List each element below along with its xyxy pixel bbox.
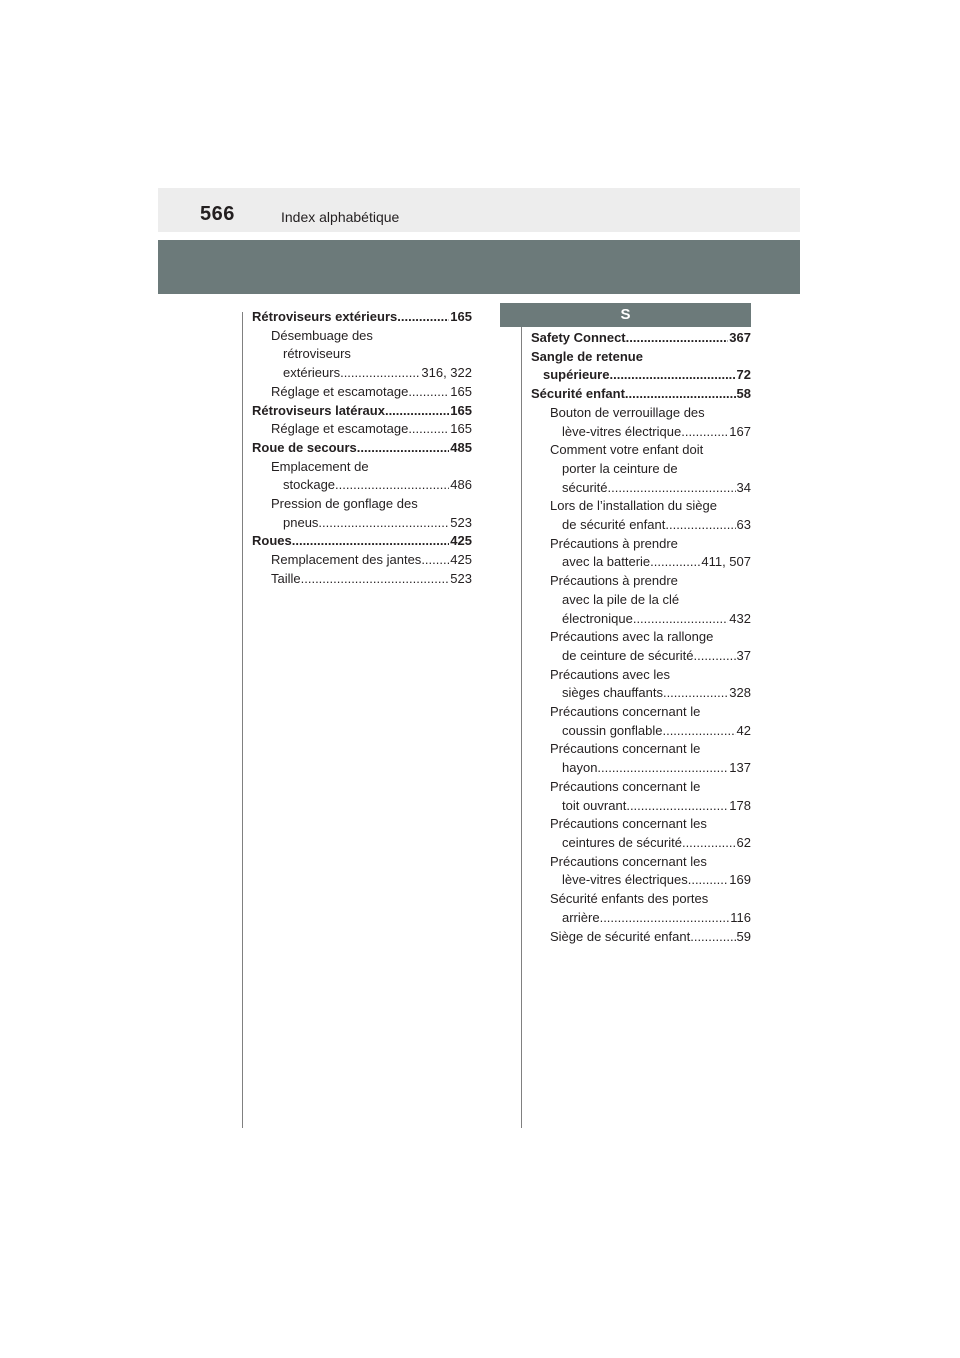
dot-leader [681,423,728,442]
index-entry-text: sièges chauffants [562,685,663,701]
dot-leader [318,514,449,533]
index-entry [252,402,472,421]
column-divider-middle [521,312,522,1128]
dot-leader [408,383,449,402]
index-page-ref: 485 [450,439,472,455]
index-entry [252,532,472,551]
dot-leader [421,551,449,570]
index-entry-text: électronique [562,610,633,626]
dot-leader [357,439,450,458]
index-entry-text: pneus [283,514,319,530]
index-entry-text: arrière [562,909,600,925]
index-page-ref: 165 [450,421,472,437]
dot-leader [301,570,450,589]
dot-leader [335,476,449,495]
index-column-right [531,329,751,946]
index-page-ref: 316, 322 [421,365,472,381]
index-entry [531,535,751,572]
dot-leader [682,834,736,853]
index-entry [252,420,472,439]
index-entry-text: Roue de secours [252,439,357,455]
index-entry-text: Rétroviseurs latéraux [252,402,385,418]
index-page-ref: 411, 507 [701,554,751,570]
index-entry-text: Bouton de verrouillage des [550,404,705,420]
index-entry [531,666,751,703]
index-entry [252,551,472,570]
index-entry [252,327,472,383]
index-entry-text: Siège de sécurité enfant [550,928,691,944]
index-entry-text: hayon [562,760,598,776]
header-band [158,240,800,294]
index-entry-text: Précautions avec les [550,666,670,682]
index-entry-text: Rétroviseurs extérieurs [252,309,398,324]
index-entry [531,497,751,534]
index-entry-text: lève-vitres électriques [562,872,688,888]
index-entry [531,385,751,404]
dot-leader [397,308,449,327]
dot-leader [608,479,736,498]
dot-leader [662,722,735,741]
index-entry [531,740,751,777]
index-page-ref: 63 [736,517,751,533]
dot-leader [626,797,728,816]
index-entry [531,928,751,947]
index-page-ref: 137 [729,760,751,776]
index-entry-text: Sangle de retenue [531,348,643,364]
section-letter-tab: S [500,303,751,327]
index-entry [531,329,751,348]
index-entry-text: Sécurité enfants des portes [550,891,709,907]
index-entry-text: Lors de l’installation du siège [550,498,717,514]
index-entry-text: Remplacement des jantes [271,552,422,568]
index-page-ref: 165 [450,383,472,399]
index-page-ref: 523 [450,514,472,530]
index-entry-text: Réglage et escamotage [271,383,409,399]
dot-leader [292,532,450,551]
header-bar [158,188,800,232]
dot-leader [665,516,735,535]
index-entry-text: Taille [271,570,301,586]
index-entry-text: extérieurs [283,365,341,381]
index-page-ref: 165 [450,309,472,324]
index-entry [531,348,751,385]
dot-leader [688,871,729,890]
index-entry-text: porter la ceinture de [562,460,678,476]
page-number: 566 [200,203,235,225]
index-entry [531,853,751,890]
index-entry-text: stockage [283,477,336,493]
index-page-ref: 72 [736,367,751,383]
column-divider-left [242,312,243,1128]
dot-leader [625,385,736,404]
index-entry-text: avec la batterie [562,554,651,570]
index-entry-text: Précautions concernant les [550,853,707,869]
index-entry [531,778,751,815]
dot-leader [626,329,729,348]
index-entry [252,495,472,532]
index-page-ref: 425 [450,533,472,549]
index-entry [531,815,751,852]
index-entry-text: Comment votre enfant doit [550,442,704,458]
index-page-ref: 425 [450,552,472,568]
index-entry-text: Pression de gonflage des [271,496,418,512]
index-entry [252,308,472,327]
index-entry-text: Emplacement de [271,458,369,474]
index-entry-text: Précautions avec la rallonge [550,629,714,645]
index-page-ref: 37 [736,647,751,663]
dot-leader [690,928,735,947]
index-entry-text: sécurité [562,479,608,495]
index-entry-text: avec la pile de la clé [562,591,680,607]
dot-leader [340,364,420,383]
index-page-ref: 58 [736,386,751,402]
index-entry-text: Précautions à prendre [550,573,678,589]
index-page-ref: 116 [730,909,751,925]
index-entry-text: Précautions concernant les [550,816,707,832]
dot-leader [694,647,736,666]
index-page-ref: 328 [729,685,751,701]
index-page-ref: 62 [736,834,751,850]
index-entry [252,458,472,495]
index-page-ref: 367 [729,330,751,345]
index-entry [531,628,751,665]
index-page-ref: 432 [729,610,751,626]
dot-leader [663,684,728,703]
page-title: Index alphabétique [281,209,400,225]
index-column-left [252,308,472,589]
index-entry [531,572,751,628]
index-page-ref: 486 [450,477,472,493]
dot-leader [597,759,728,778]
index-entry [531,441,751,497]
index-entry-text: Précautions concernant le [550,704,701,720]
index-page-ref: 42 [736,722,751,738]
index-entry-text: Réglage et escamotage [271,421,409,437]
index-entry-text: Désembuage des [271,327,373,343]
index-entry-text: lève-vitres électrique [562,423,682,439]
index-page-ref: 165 [450,402,472,418]
dot-leader [408,420,449,439]
index-entry [531,404,751,441]
index-entry-text: de sécurité enfant [562,517,666,533]
index-entry-text: Roues [252,533,292,549]
index-entry-text: supérieure [543,367,610,383]
index-entry-text: Sécurité enfant [531,386,625,402]
index-entry-text: Safety Connect [531,330,626,345]
dot-leader [385,402,449,421]
dot-leader [600,909,730,928]
index-entry-text: coussin gonflable [562,722,663,738]
index-entry [531,703,751,740]
index-page-ref: 178 [729,797,751,813]
index-page-ref: 59 [736,928,751,944]
dot-leader [609,366,735,385]
index-entry-text: Précautions concernant le [550,778,701,794]
index-entry-text: Précautions à prendre [550,535,678,551]
index-page-ref: 169 [729,872,751,888]
dot-leader [633,610,728,629]
dot-leader [650,553,700,572]
index-entry [531,890,751,927]
index-page-ref: 523 [450,570,472,586]
index-page-ref: 34 [736,479,751,495]
index-entry-text: Précautions concernant le [550,741,701,757]
index-entry-text: ceintures de sécurité [562,834,682,850]
index-entry-text: rétroviseurs [283,346,351,362]
index-entry-text: toit ouvrant [562,797,627,813]
index-entry [252,570,472,589]
index-entry-text: de ceinture de sécurité [562,647,694,663]
index-entry [252,439,472,458]
index-entry [252,383,472,402]
index-page-ref: 167 [729,423,751,439]
